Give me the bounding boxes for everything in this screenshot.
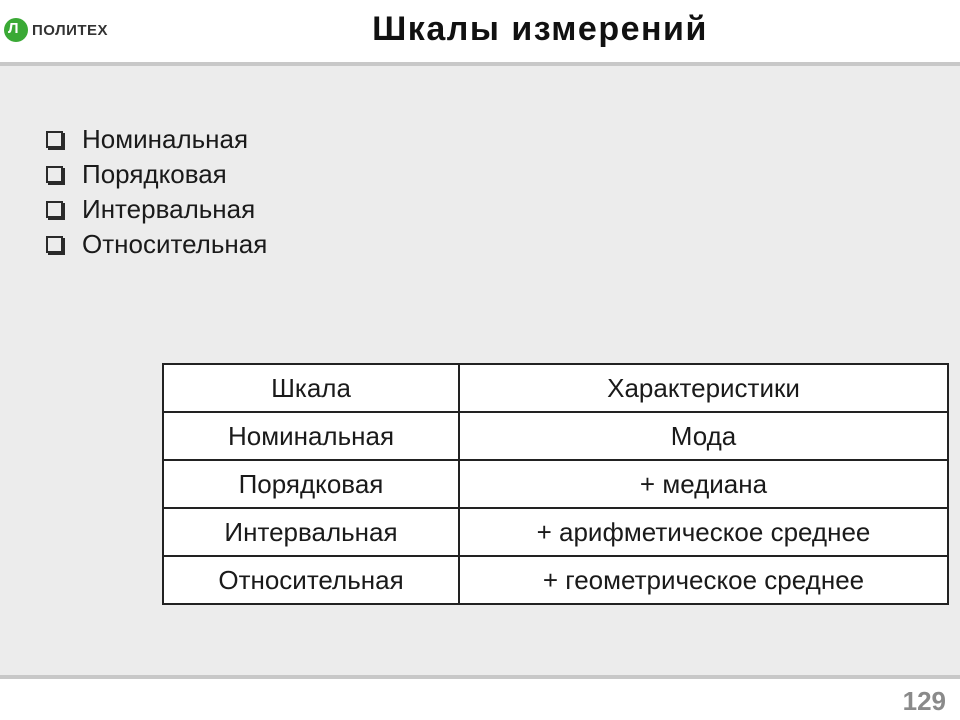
page-title: Шкалы измерений [372,10,708,48]
bullet-item [46,192,267,227]
table-cell: Интервальная [163,508,459,556]
logo-text: ПОЛИТЕХ [32,21,109,39]
politech-logo-icon: Л [4,18,28,42]
checkbox-bullet-icon [46,236,63,253]
table-cell: Относительная [163,556,459,604]
scales-table [162,363,949,605]
table-cell: Номинальная [163,412,459,460]
bullet-list [46,122,267,262]
table-row [163,508,948,556]
table-cell: Мода [459,412,948,460]
table-cell: + медиана [459,460,948,508]
table-header-row [163,364,948,412]
header [0,0,960,62]
page-number: 129 [902,686,946,716]
bullet-text: Номинальная [82,124,249,154]
table-header-cell: Шкала [163,364,459,412]
table-cell: + геометрическое среднее [459,556,948,604]
footer [0,679,960,720]
table-row [163,460,948,508]
bullet-item [46,122,267,157]
bullet-item [46,227,267,262]
table-row [163,556,948,604]
table-header-cell: Характеристики [459,364,948,412]
table-cell: Порядковая [163,460,459,508]
bullet-text: Относительная [82,229,268,259]
bullet-item [46,157,267,192]
bullet-text: Порядковая [82,159,227,189]
table-cell: + арифметическое среднее [459,508,948,556]
checkbox-bullet-icon [46,201,63,218]
checkbox-bullet-icon [46,131,63,148]
table-row [163,412,948,460]
checkbox-bullet-icon [46,166,63,183]
bullet-text: Интервальная [82,194,256,224]
